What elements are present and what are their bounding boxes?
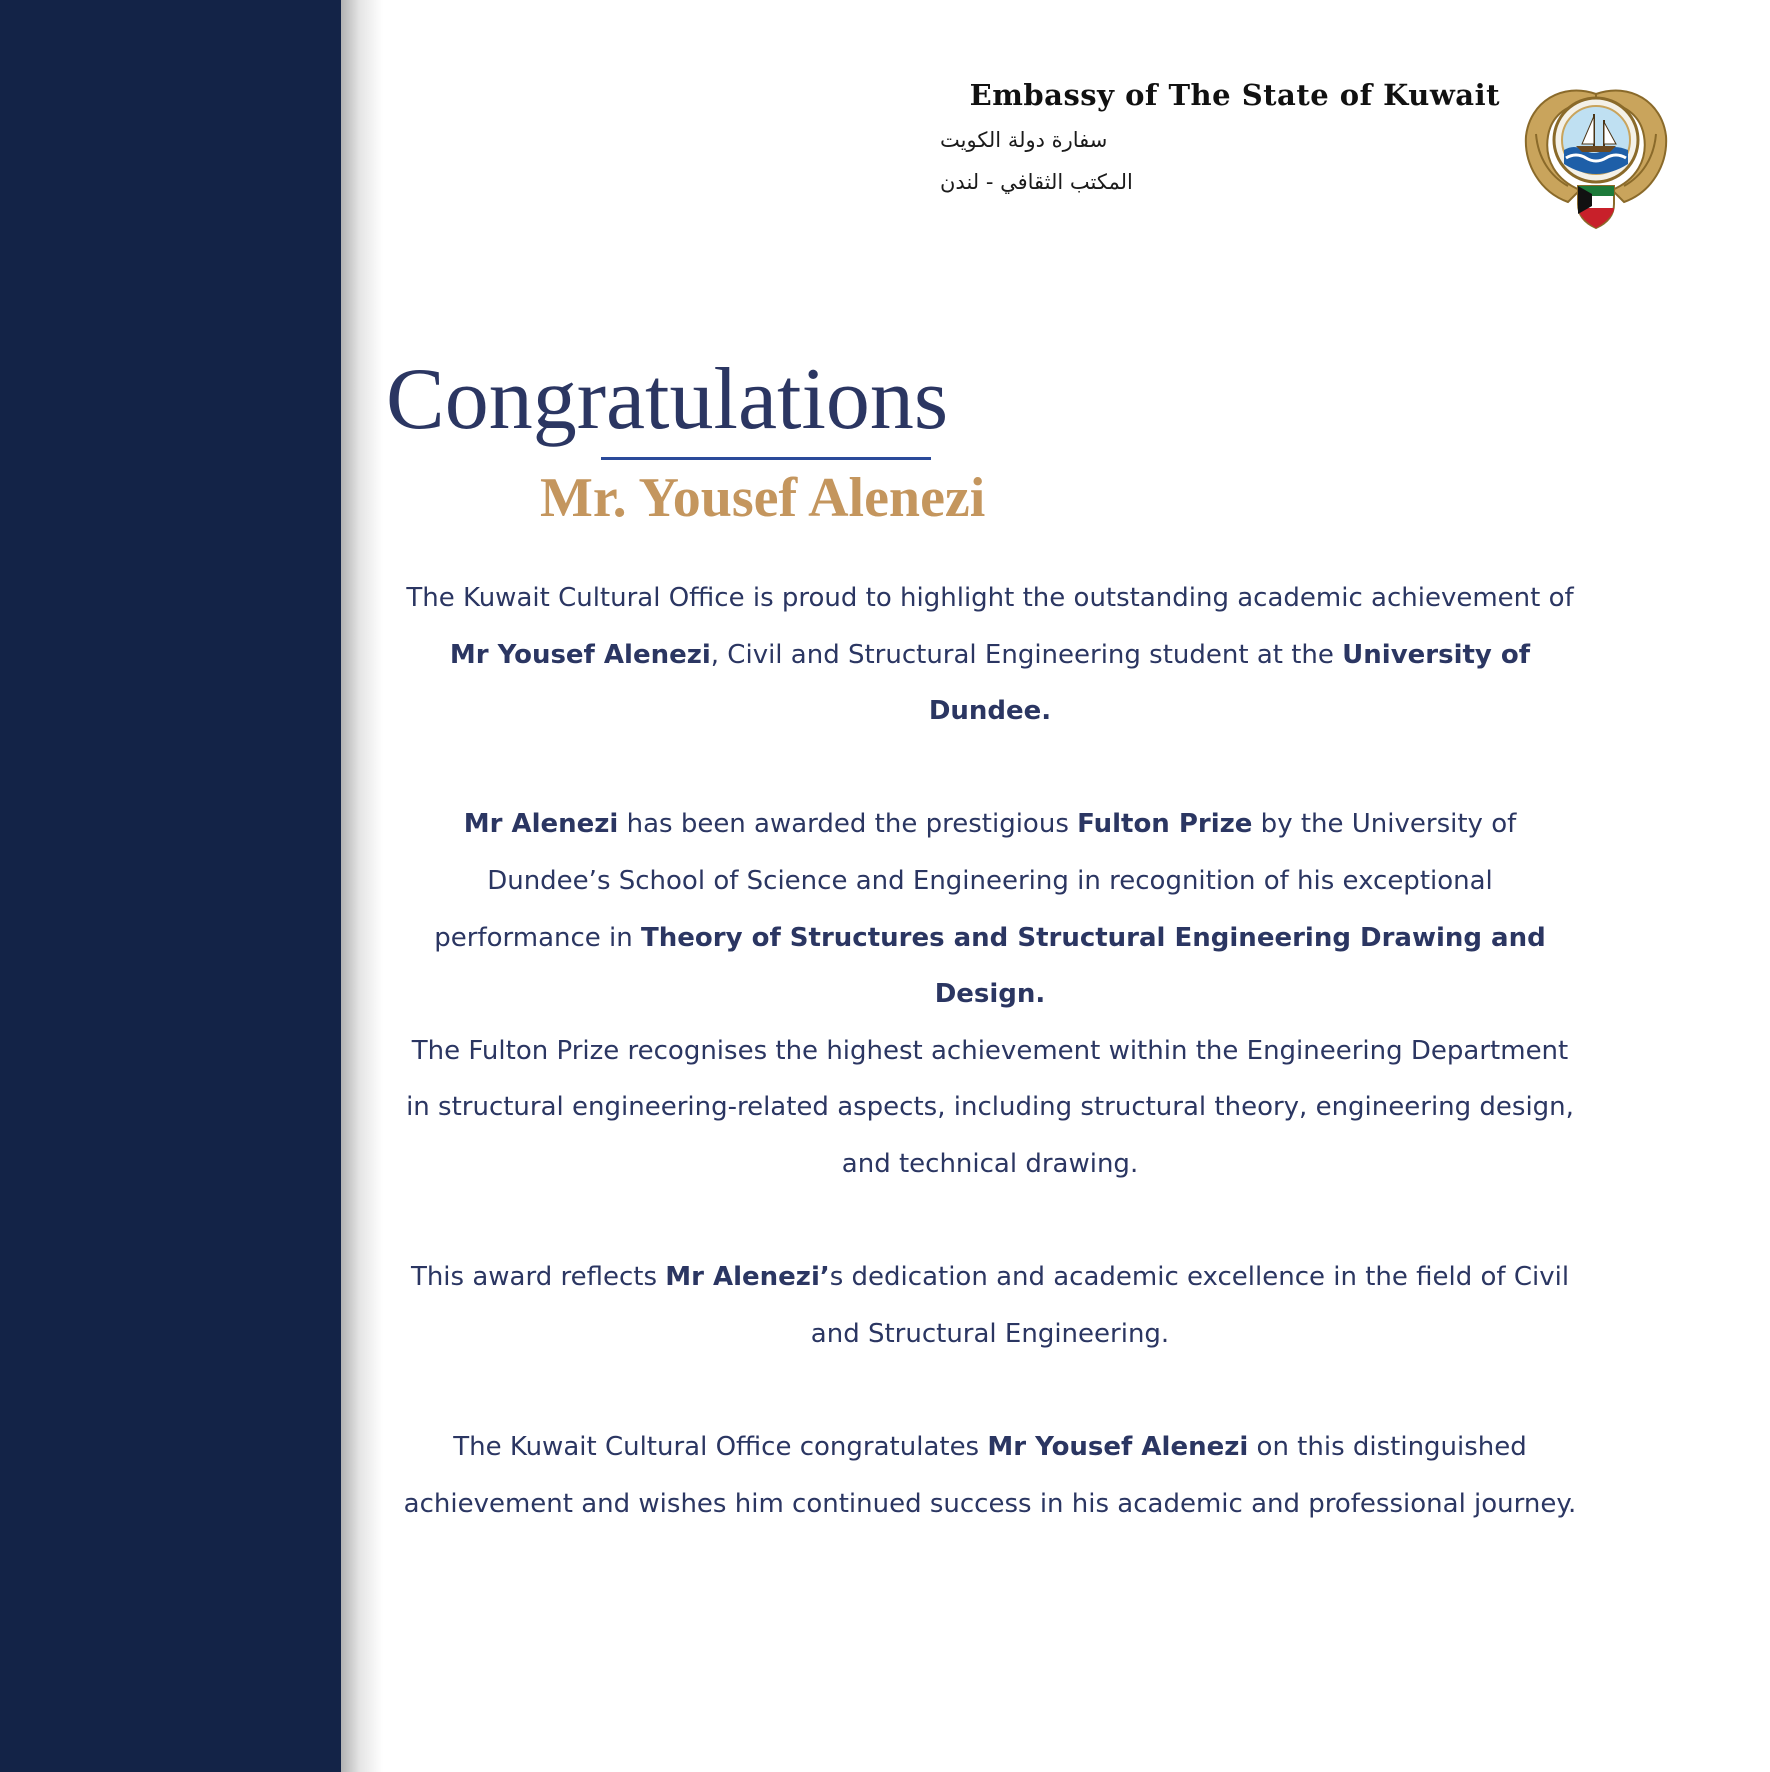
bold-student-name: Mr Alenezi: [463, 809, 619, 840]
text-segment: by the University of Dundee’s School of Science and Engineering in recognition of his exceptional performance in: [434, 809, 1517, 953]
text-segment: , Civil and Structural Engineering student at the: [710, 639, 1343, 670]
text-segment: s dedication and academic excellence in the field of Civil and Structural Engineering.: [810, 1262, 1570, 1349]
bold-student-name: Mr Yousef Alenezi: [987, 1431, 1249, 1462]
bold-university: University of Dundee.: [928, 639, 1531, 727]
paragraph-prize-description: [400, 1023, 1580, 1193]
letterhead: [940, 78, 1500, 194]
side-band: [0, 0, 341, 1772]
text-segment: The Kuwait Cultural Office congratulates: [453, 1431, 988, 1462]
text-segment: on this distinguished achievement and wishes him continued success in his academic and professional journey.: [403, 1431, 1577, 1519]
bold-student-name: Mr Yousef Alenezi: [449, 639, 711, 670]
text-segment: has been awarded the prestigious: [618, 809, 1078, 840]
text-segment: This award reflects: [410, 1262, 666, 1293]
paragraph-intro: [400, 570, 1580, 740]
announcement-body: [400, 570, 1580, 1532]
side-band-shadow: [341, 0, 383, 1772]
text-segment: The Kuwait Cultural Office is proud to highlight the outstanding academic achievement of: [406, 583, 1574, 613]
bold-prize-name: Fulton Prize: [1077, 809, 1253, 840]
bold-subjects: Theory of Structures and Structural Engineering Drawing and Design.: [641, 922, 1546, 1010]
recipient-name: Mr. Yousef Alenezi: [540, 467, 986, 529]
arabic-embassy-name: سفارة دولة الكويت: [940, 128, 1108, 152]
bold-student-name: Mr Alenezi’: [665, 1262, 830, 1293]
embassy-title: Embassy of The State of Kuwait: [969, 78, 1500, 112]
text-segment: The Fulton Prize recognises the highest achievement within the Engineering Department in structural engineering-related aspects, including structural theory, engineering design, and technical drawing.: [406, 1035, 1574, 1179]
title-underline: [601, 457, 931, 460]
congratulations-title: Congratulations: [386, 351, 949, 448]
paragraph-closing: [400, 1419, 1580, 1532]
paragraph-reflection: [400, 1249, 1580, 1362]
paragraph-award: [400, 796, 1580, 1022]
arabic-cultural-office: المكتب الثقافي - لندن: [940, 170, 1133, 194]
kuwait-coat-of-arms-icon: [1522, 74, 1670, 230]
